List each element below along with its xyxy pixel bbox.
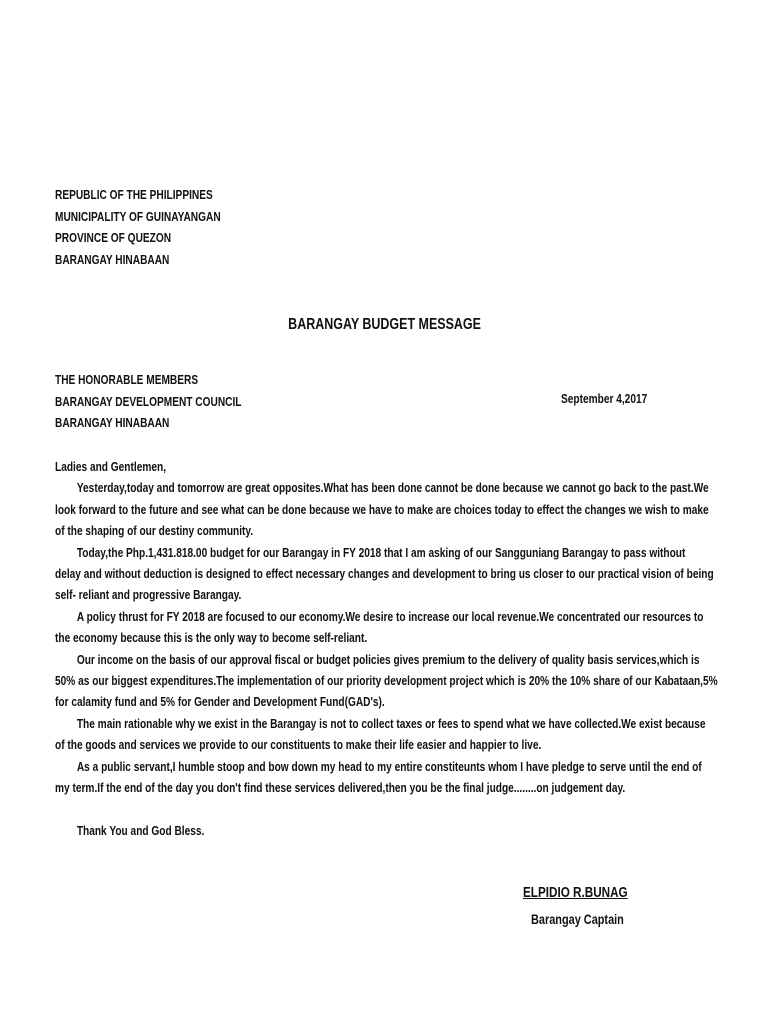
addressee-line: BARANGAY HINABAAN — [55, 415, 170, 430]
letter-date — [561, 391, 672, 406]
addressee-block — [55, 369, 294, 434]
letterhead-line: PROVINCE OF QUEZON — [55, 230, 172, 245]
body-line: of the shaping of our destiny community. — [55, 523, 254, 539]
letterhead-line: BARANGAY HINABAAN — [55, 251, 170, 267]
body-line: my term.If the end of the day you don't find these services delivered,then you be the final judge........on judgement day. — [55, 780, 626, 796]
signatory-title: Barangay Captain — [531, 911, 624, 927]
letter-body — [55, 456, 770, 841]
addressee-line: BARANGAY DEVELOPMENT COUNCIL — [55, 393, 242, 409]
signatory-name: ELPIDIO R.BUNAG — [523, 884, 628, 901]
body-line: of the goods and services we provide to our constituents to make their life easier and happier to live. — [55, 737, 542, 753]
addressee-line: THE HONORABLE MEMBERS — [55, 372, 199, 387]
document-title-text: BARANGAY BUDGET MESSAGE — [288, 316, 482, 333]
body-line: self- reliant and progressive Barangay. — [55, 587, 242, 603]
body-line: As a public servant,I humble stoop and bow down my head to my entire constiteunts whom I have pledge to serve until the end of — [76, 758, 702, 774]
body-line: Today,the Php.1,431.818.00 budget for our Barangay in FY 2018 that I am asking of our Sangguniang Barangay to pass without — [76, 544, 686, 560]
body-line: for calamity fund and 5% for Gender and Development Fund(GAD's). — [55, 694, 385, 710]
body-line: Yesterday,today and tomorrow are great opposites.What has been done cannot be done because we cannot go back to the past.We — [76, 480, 709, 496]
letterhead-line: MUNICIPALITY OF GUINAYANGAN — [55, 208, 221, 224]
letterhead — [55, 184, 267, 270]
body-line: the economy because this is the only way to become self-reliant. — [55, 630, 368, 646]
salutation: Ladies and Gentlemen, — [55, 459, 167, 474]
body-line: delay and without deduction is designed to effect necessary changes and development to bring us closer to our practical vision of being — [55, 566, 714, 582]
document-title — [0, 316, 770, 334]
closing-line: Thank You and God Bless. — [76, 822, 205, 838]
body-line: look forward to the future and see what can be done because we have to make are choices today to effect the changes we wish to make — [55, 501, 709, 517]
letterhead-line: REPUBLIC OF THE PHILIPPINES — [55, 187, 213, 202]
spacer — [55, 799, 770, 820]
body-line: A policy thrust for FY 2018 are focused to our economy.We desire to increase our local revenue.We concentrated our resources to — [76, 608, 704, 624]
letter-date-text: September 4,2017 — [561, 391, 648, 406]
body-line: 50% as our biggest expenditures.The implementation of our priority development project which is 20% the 10% share of our Kabataan,5% — [55, 673, 718, 689]
body-line: The main rationable why we exist in the Barangay is not to collect taxes or fees to spend what we have collected.We exist because — [76, 715, 706, 731]
body-line: Our income on the basis of our approval fiscal or budget policies gives premium to the delivery of quality basis services,which is — [76, 651, 700, 667]
